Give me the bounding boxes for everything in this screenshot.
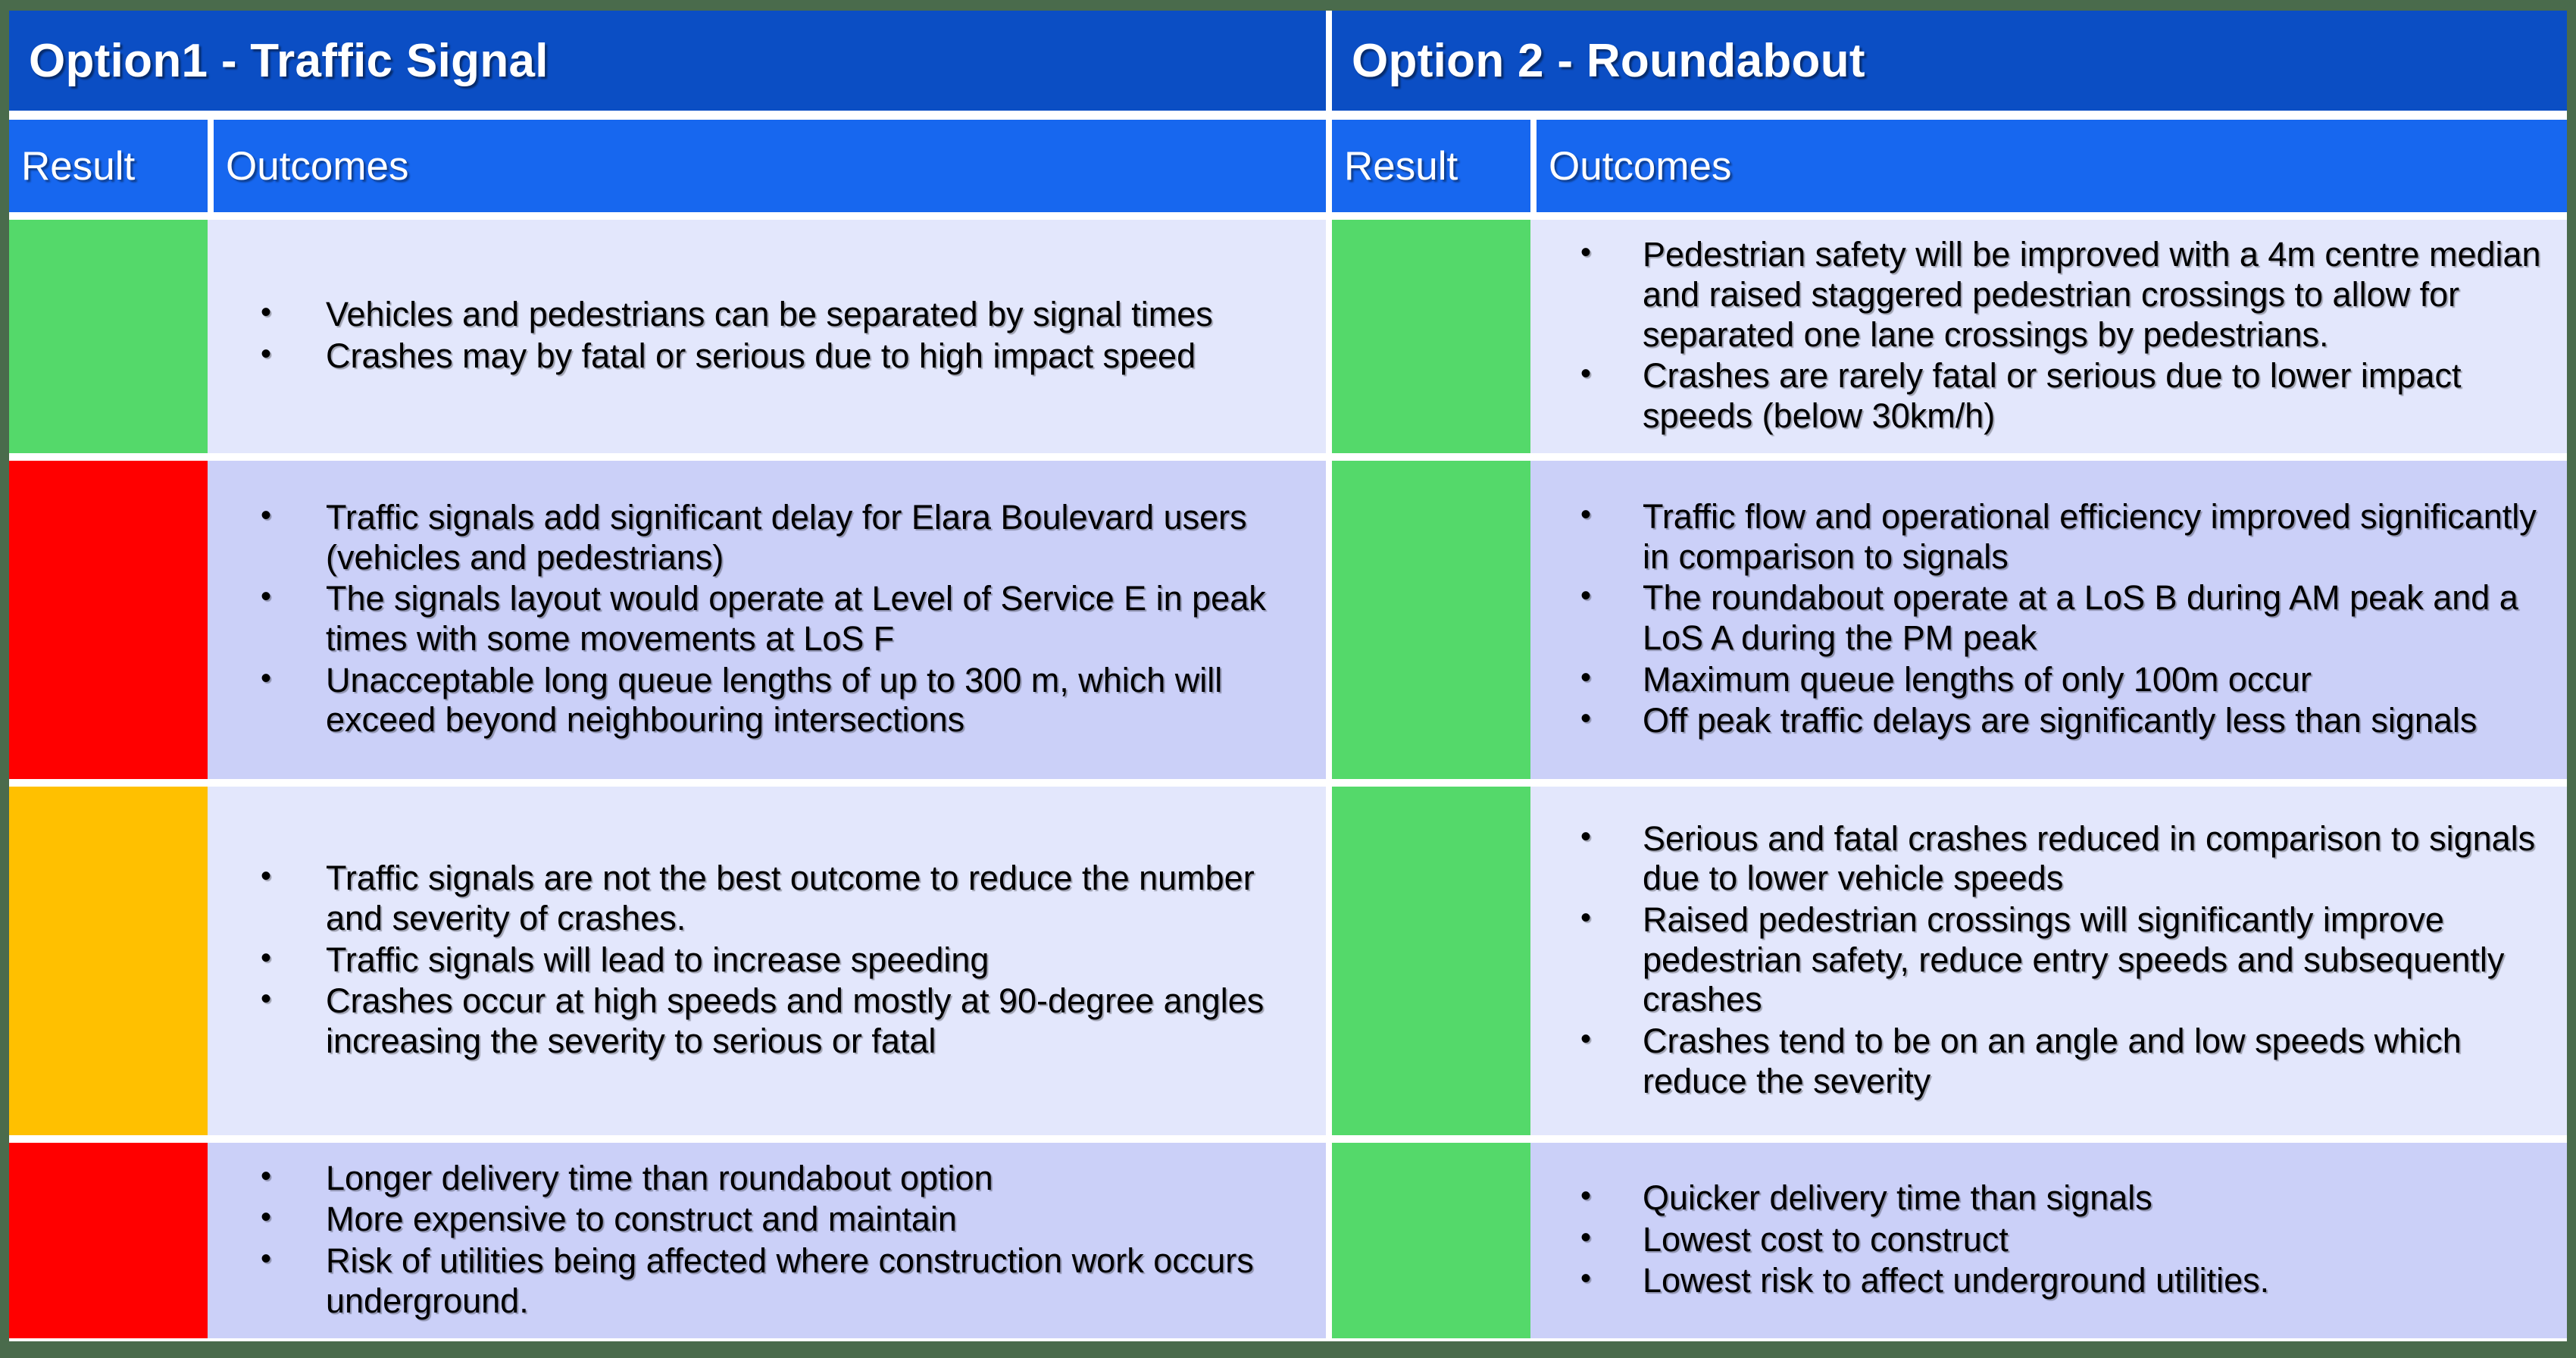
list-item: • The roundabout operate at a LoS B during AM peak and a LoS A during the PM peak — [1537, 578, 2555, 658]
bullet-list — [1537, 819, 2555, 1103]
bullet-list — [214, 1159, 1314, 1323]
bullet-list — [1537, 1178, 2555, 1303]
outcome-cell — [1537, 1143, 2567, 1338]
option-2-title: Option 2 - Roundabout — [1332, 11, 2567, 111]
table-row — [9, 1143, 1326, 1338]
option-2-column-headers — [1332, 120, 2567, 212]
list-item: • Vehicles and pedestrians can be separated by signal times — [214, 295, 1314, 335]
list-item: • Crashes may by fatal or serious due to high impact speed — [214, 336, 1314, 377]
option-1-rows — [9, 212, 1326, 1341]
bullet-list — [214, 498, 1314, 742]
list-item: • Raised pedestrian crossings will significantly improve pedestrian safety, reduce entry speeds and subsequently crashes — [1537, 900, 2555, 1020]
status-badge-green — [9, 220, 208, 453]
list-item: • Unacceptable long queue lengths of up to 300 m, which will exceed beyond neighbouring intersections — [214, 661, 1314, 740]
list-item: • Pedestrian safety will be improved with a 4m centre median and raised staggered pedestrian crossings to allow for separated one lane crossings by pedestrians. — [1537, 235, 2555, 355]
option-panels — [9, 11, 2567, 1341]
status-badge-green — [1332, 461, 1530, 779]
option-panel-1 — [9, 11, 1326, 1341]
option-2-rows — [1332, 212, 2567, 1341]
table-row — [1332, 220, 2567, 453]
list-item: • Traffic signals are not the best outcome to reduce the number and severity of crashes. — [214, 859, 1314, 938]
bullet-list — [214, 295, 1314, 377]
list-item: • Serious and fatal crashes reduced in comparison to signals due to lower vehicle speeds — [1537, 819, 2555, 899]
list-item: • The signals layout would operate at Level of Service E in peak times with some movements at LoS F — [214, 579, 1314, 659]
list-item: • Traffic flow and operational efficiency improved significantly in comparison to signals — [1537, 497, 2555, 577]
table-row — [9, 220, 1326, 453]
list-item: • Risk of utilities being affected where construction work occurs underground. — [214, 1241, 1314, 1321]
list-item: • More expensive to construct and maintain — [214, 1200, 1314, 1240]
table-row — [9, 461, 1326, 779]
list-item: • Crashes occur at high speeds and mostly at 90-degree angles increasing the severity to serious or fatal — [214, 981, 1314, 1061]
option-panel-2 — [1332, 11, 2567, 1341]
list-item: • Crashes are rarely fatal or serious due to lower impact speeds (below 30km/h) — [1537, 356, 2555, 436]
status-badge-green — [1332, 1143, 1530, 1338]
outcome-cell — [214, 220, 1326, 453]
status-badge-green — [1332, 787, 1530, 1135]
list-item: • Traffic signals add significant delay for Elara Boulevard users (vehicles and pedestrians) — [214, 498, 1314, 577]
column-header-result-1: Result — [9, 120, 208, 212]
bullet-list — [1537, 235, 2555, 437]
list-item: • Lowest risk to affect underground utilities. — [1537, 1261, 2555, 1301]
table-row — [1332, 461, 2567, 779]
list-item: • Longer delivery time than roundabout option — [214, 1159, 1314, 1199]
column-header-result-2: Result — [1332, 120, 1530, 212]
table-row — [1332, 1143, 2567, 1338]
bullet-list — [214, 859, 1314, 1062]
outcome-cell — [214, 787, 1326, 1135]
status-badge-red — [9, 1143, 208, 1338]
status-badge-green — [1332, 220, 1530, 453]
list-item: • Traffic signals will lead to increase speeding — [214, 940, 1314, 981]
option-1-title: Option1 - Traffic Signal — [9, 11, 1326, 111]
outcome-cell — [214, 1143, 1326, 1338]
option-1-column-headers — [9, 120, 1326, 212]
column-header-outcomes-2: Outcomes — [1537, 120, 2567, 212]
list-item: • Lowest cost to construct — [1537, 1220, 2555, 1260]
outcome-cell — [1537, 461, 2567, 779]
table-row — [9, 787, 1326, 1135]
status-badge-amber — [9, 787, 208, 1135]
list-item: • Maximum queue lengths of only 100m occur — [1537, 660, 2555, 700]
table-row — [1332, 787, 2567, 1135]
outcome-cell — [1537, 787, 2567, 1135]
status-badge-red — [9, 461, 208, 779]
list-item: • Quicker delivery time than signals — [1537, 1178, 2555, 1219]
list-item: • Off peak traffic delays are significantly less than signals — [1537, 701, 2555, 741]
column-header-outcomes-1: Outcomes — [214, 120, 1326, 212]
outcome-cell — [214, 461, 1326, 779]
bullet-list — [1537, 497, 2555, 743]
outcome-cell — [1537, 220, 2567, 453]
comparison-table — [9, 11, 2567, 1341]
list-item: • Crashes tend to be on an angle and low speeds which reduce the severity — [1537, 1022, 2555, 1101]
